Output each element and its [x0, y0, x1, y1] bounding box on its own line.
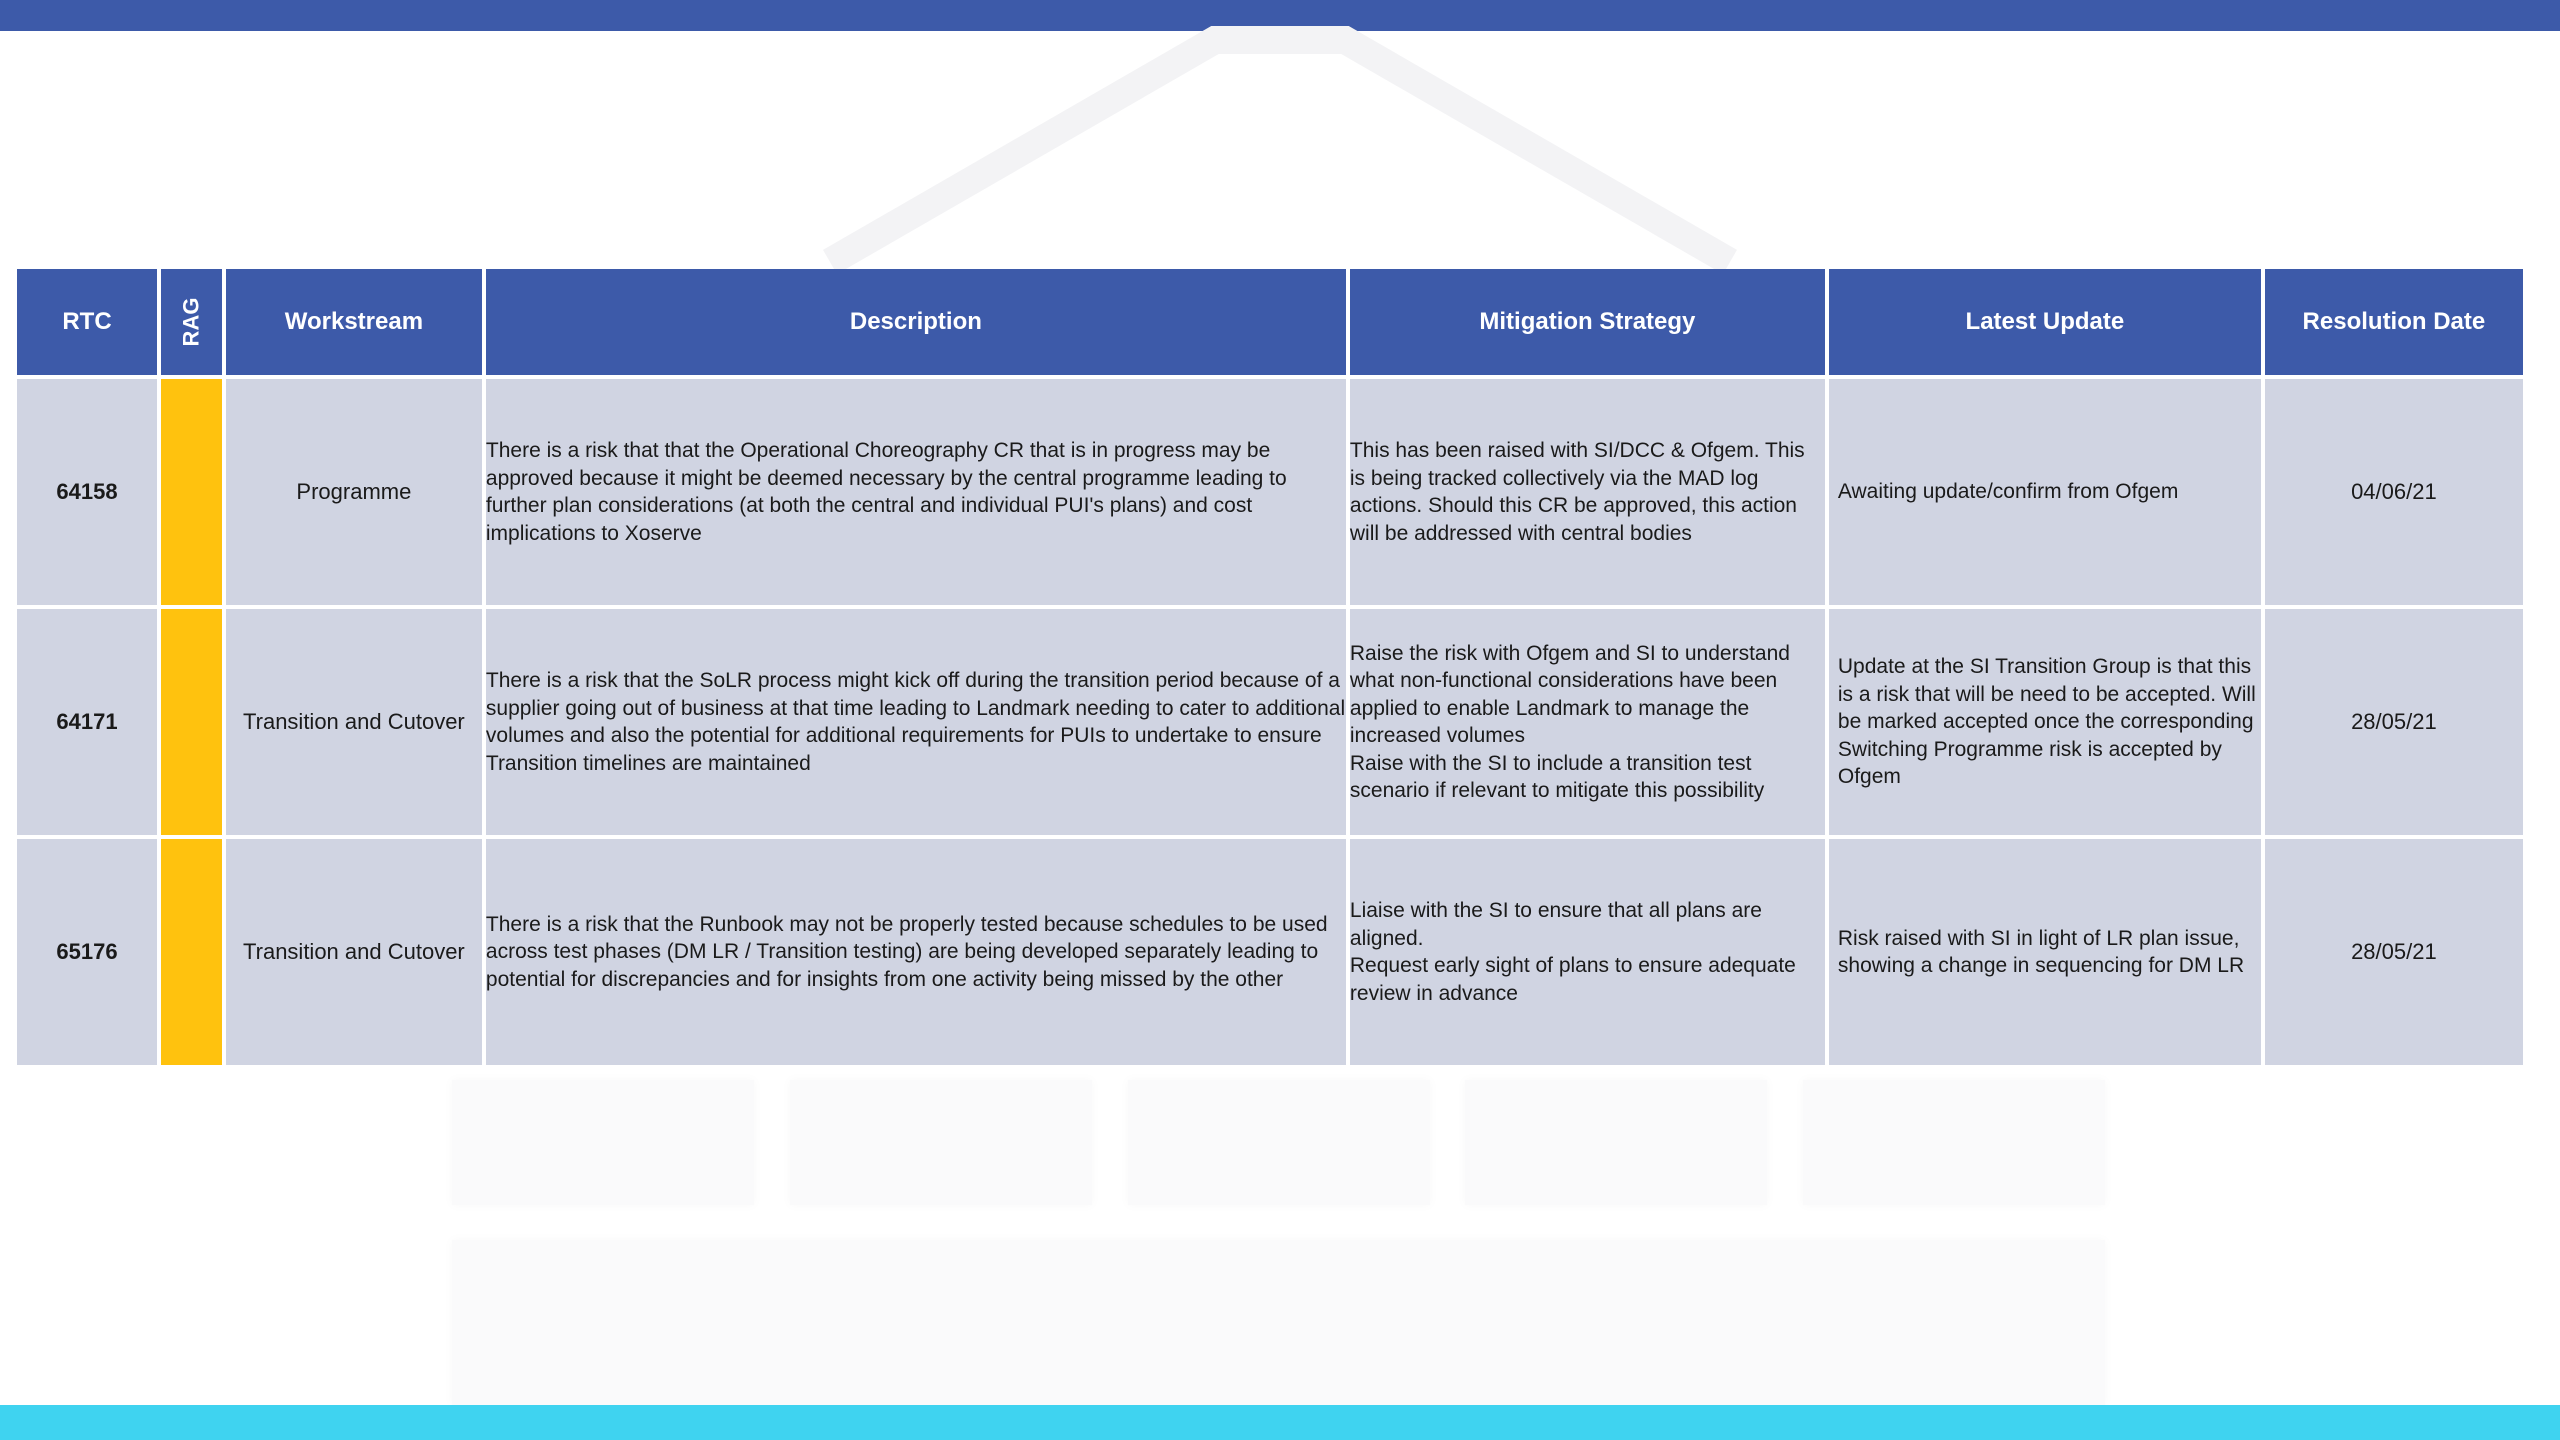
latest-update-cell	[1829, 379, 2261, 605]
rag-status-amber	[161, 609, 222, 835]
latest-update-text: Risk raised with SI in light of LR plan issue, showing a change in sequencing for DM LR	[1837, 926, 2245, 977]
header-description: Description	[486, 269, 1346, 375]
rtc-cell: 64158	[17, 379, 157, 605]
watermark-block	[1803, 1080, 2105, 1205]
latest-update-text: Update at the SI Transition Group is that this is a risk that will be need to be accepted. Will be marked accepted once the corresponding Switching Programme risk is accepted by Ofgem	[1837, 655, 2256, 789]
rag-status-amber	[161, 839, 222, 1065]
workstream-cell: Programme	[226, 379, 482, 605]
description-cell	[486, 839, 1346, 1065]
resolution-date-cell: 28/05/21	[2265, 609, 2523, 835]
mitigation-cell	[1350, 839, 1825, 1065]
workstream-cell: Transition and Cutover	[226, 839, 482, 1065]
resolution-date-cell: 28/05/21	[2265, 839, 2523, 1065]
description-text: There is a risk that the SoLR process might kick off during the transition period because of a supplier going out of business at that time leading to Landmark needing to cater to additional volumes and also the potential for additional requirements for PUIs to undertake to ensure Transition timelines are maintained	[485, 669, 1346, 775]
risk-table	[13, 265, 2527, 1069]
bottom-banner	[0, 1405, 2560, 1440]
header-resolution-date: Resolution Date	[2265, 269, 2523, 375]
mitigation-text: Raise the risk with Ofgem and SI to understand what non-functional considerations have been applied to enable Landmark to manage the increased volumes Raise with the SI to include a transition test scenario if relevant to mitigate this possibility	[1349, 641, 1790, 802]
description-text: There is a risk that the Runbook may not be properly tested because schedules to be used across test phases (DM LR / Transition testing) are being developed separately leading to potential for discrepancies and for insights from one activity being missed by the other	[485, 912, 1328, 991]
header-workstream: Workstream	[226, 269, 482, 375]
workstream-cell: Transition and Cutover	[226, 609, 482, 835]
watermark-block	[1128, 1080, 1430, 1205]
mitigation-cell	[1350, 609, 1825, 835]
mitigation-cell	[1350, 379, 1825, 605]
rtc-cell: 65176	[17, 839, 157, 1065]
watermark-base	[452, 1240, 2105, 1405]
latest-update-text: Awaiting update/confirm from Ofgem	[1837, 480, 2179, 504]
table-row	[17, 839, 2523, 1065]
resolution-date-cell: 04/06/21	[2265, 379, 2523, 605]
watermark-block	[452, 1080, 754, 1205]
table-row	[17, 379, 2523, 605]
watermark-block	[1465, 1080, 1767, 1205]
rag-status-amber	[161, 379, 222, 605]
latest-update-cell	[1829, 839, 2261, 1065]
header-rag-label: RAG	[178, 297, 204, 347]
mitigation-text: Liaise with the SI to ensure that all plans are aligned. Request early sight of plans to ensure adequate review in advance	[1349, 899, 1796, 1005]
mitigation-text: This has been raised with SI/DCC & Ofgem. This is being tracked collectively via the MAD log actions. Should this CR be approved, this action will be addressed with central bodies	[1349, 439, 1805, 545]
header-rtc: RTC	[17, 269, 157, 375]
header-latest-update: Latest Update	[1829, 269, 2261, 375]
header-rag	[161, 269, 222, 375]
latest-update-cell	[1829, 609, 2261, 835]
rtc-cell: 64171	[17, 609, 157, 835]
description-cell	[486, 609, 1346, 835]
watermark-block	[790, 1080, 1092, 1205]
table-row	[17, 609, 2523, 835]
description-cell	[486, 379, 1346, 605]
description-text: There is a risk that that the Operational Choreography CR that is in progress may be approved because it might be deemed necessary by the central programme leading to further plan considerations (at both the central and individual PUI's plans) and cost implications to Xoserve	[485, 439, 1287, 545]
header-mitigation-strategy: Mitigation Strategy	[1350, 269, 1825, 375]
table-header-row	[17, 269, 2523, 375]
